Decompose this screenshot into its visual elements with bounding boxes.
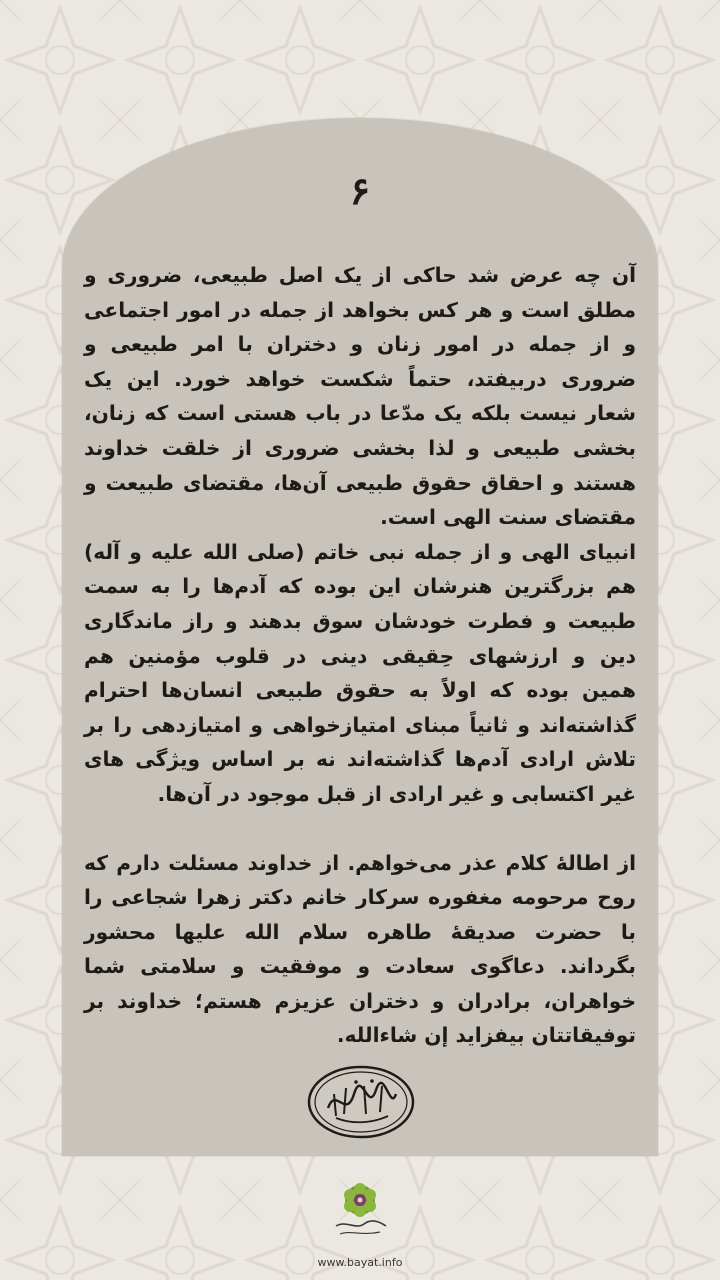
website-url[interactable]: www.bayat.info (317, 1256, 403, 1269)
signature-seal-icon (306, 1064, 416, 1140)
paragraph-3: از اطالهٔ کلام عذر می‌خواهم. از خداوند مسئلت دارم که روح مرحومه مغفوره سرکار خانم دکتر زهرا شجاعی را با حضرت صدیقهٔ طاهره سلام الله علیها محشور بگرداند. دعاگوی سعادت و موفقیت و سلامتی شما خواهران، برادران و دختران عزیزم هستم؛ خداوند بر توفیقاتتان بیفزاید إن شاءالله. (84, 850, 636, 1048)
body-text (84, 258, 636, 1053)
paragraph-1: آن چه عرض شد حاکی از یک اصل طبیعی، ضروری و مطلق است و هر کس بخواهد از جمله در امور اجتماعی و از جمله در امور زنان و دختران با امر طبیعی و ضروری دربیفتد، حتماً شکست خواهد خورد. این یک شعار نیست بلکه یک مدّعا در باب هستی است که زنان، بخشی طبیعی و لذا بخشی ضروری از خلقت خداوند هستند و احقاق حقوق طبیعی آن‌ها، مقتضای طبیعت و مقتضای سنت الهی است. (84, 263, 636, 530)
paragraph-2: انبیای الهی و از جمله نبی خاتم (صلی الله علیه و آله) هم بزرگترین هنرشان این بوده که آدم‌ها را به سمت طبیعت و فطرت خودشان سوق بدهند و راز ماندگاری دین و ارزشهای حِقیقی دینی در قلوب مؤمنین هم همین بوده که اولاً به حقوق طبیعی انسان‌ها احترام گذاشته‌اند و ثانیاً مبنای امتیازخواهی و امتیازدهی را بر تلاش ارادی آدم‌ها گذاشته‌اند نه بر اساس ویژگی های غیر اکتسابی و غیر ارادی از قبل موجود در آن‌ها. (84, 539, 636, 806)
page-number: ۶ (349, 168, 371, 213)
floral-emblem-logo-icon (328, 1180, 392, 1244)
